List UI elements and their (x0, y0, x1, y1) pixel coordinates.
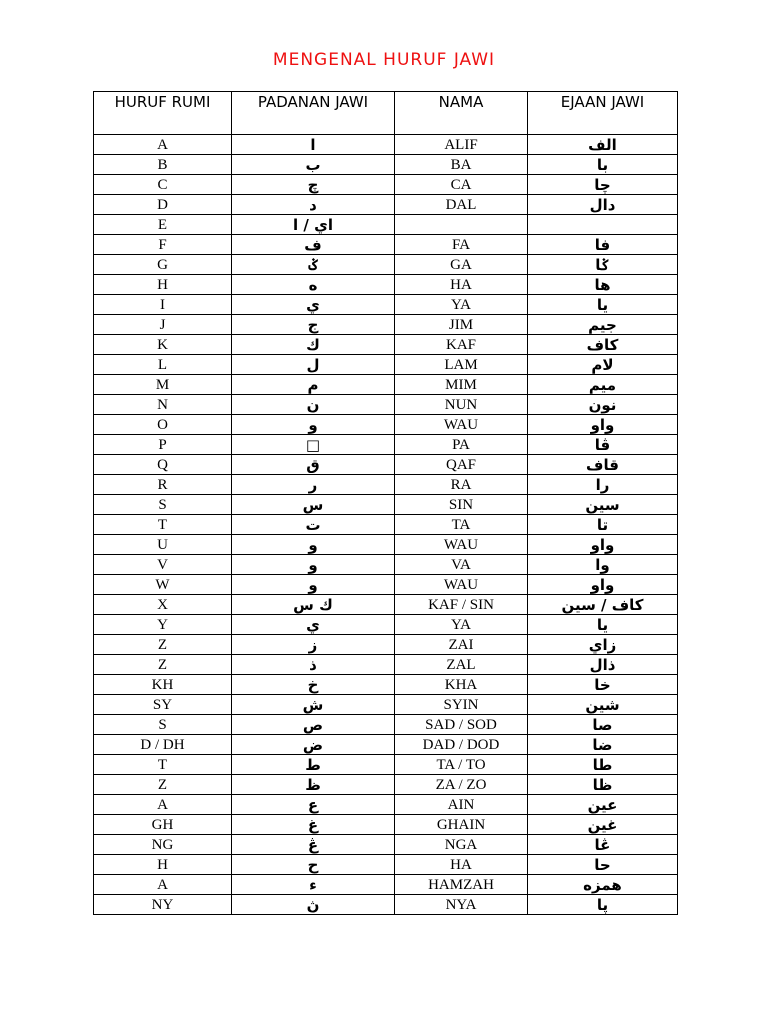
cell-huruf-rumi: Z (94, 655, 232, 675)
cell-ejaan-jawi: دال (528, 195, 678, 215)
table-row (94, 275, 678, 295)
cell-padanan-jawi: ي (232, 615, 395, 635)
cell-huruf-rumi: Y (94, 615, 232, 635)
cell-huruf-rumi: C (94, 175, 232, 195)
cell-ejaan-jawi: نون (528, 395, 678, 415)
cell-huruf-rumi: J (94, 315, 232, 335)
cell-ejaan-jawi: صا (528, 715, 678, 735)
cell-ejaan-jawi: ڽا (528, 895, 678, 915)
table-row (94, 535, 678, 555)
cell-huruf-rumi: R (94, 475, 232, 495)
cell-ejaan-jawi: يا (528, 295, 678, 315)
cell-ejaan-jawi: با (528, 155, 678, 175)
header-nama: NAMA (395, 92, 528, 135)
cell-padanan-jawi: ظ (232, 775, 395, 795)
cell-nama: ZA / ZO (395, 775, 528, 795)
cell-huruf-rumi: KH (94, 675, 232, 695)
cell-nama: WAU (395, 415, 528, 435)
cell-nama: NGA (395, 835, 528, 855)
cell-padanan-jawi: ك س (232, 595, 395, 615)
cell-nama: SYIN (395, 695, 528, 715)
cell-padanan-jawi: خ (232, 675, 395, 695)
table-row (94, 615, 678, 635)
cell-nama: KAF / SIN (395, 595, 528, 615)
cell-huruf-rumi: O (94, 415, 232, 435)
cell-padanan-jawi: ي (232, 295, 395, 315)
cell-huruf-rumi: U (94, 535, 232, 555)
page-title: MENGENAL HURUF JAWI (272, 50, 496, 70)
cell-nama: HA (395, 275, 528, 295)
cell-huruf-rumi: F (94, 235, 232, 255)
cell-nama: WAU (395, 575, 528, 595)
cell-huruf-rumi: GH (94, 815, 232, 835)
cell-padanan-jawi: و (232, 575, 395, 595)
cell-nama: JIM (395, 315, 528, 335)
cell-padanan-jawi: ن (232, 395, 395, 415)
table-row (94, 835, 678, 855)
cell-huruf-rumi: Z (94, 635, 232, 655)
cell-nama (395, 215, 528, 235)
cell-ejaan-jawi: ڤا (528, 435, 678, 455)
cell-padanan-jawi: چ (232, 175, 395, 195)
cell-ejaan-jawi: ڠا (528, 835, 678, 855)
cell-nama: DAL (395, 195, 528, 215)
cell-huruf-rumi: W (94, 575, 232, 595)
cell-huruf-rumi: S (94, 715, 232, 735)
cell-ejaan-jawi: غين (528, 815, 678, 835)
table-row (94, 375, 678, 395)
cell-padanan-jawi: ط (232, 755, 395, 775)
cell-huruf-rumi: E (94, 215, 232, 235)
cell-huruf-rumi: X (94, 595, 232, 615)
table-row (94, 255, 678, 275)
cell-huruf-rumi: NY (94, 895, 232, 915)
table-row (94, 735, 678, 755)
table-row (94, 295, 678, 315)
cell-padanan-jawi: و (232, 555, 395, 575)
cell-nama: NYA (395, 895, 528, 915)
header-huruf-rumi: HURUF RUMI (94, 92, 232, 135)
cell-padanan-jawi: غ (232, 815, 395, 835)
cell-nama: WAU (395, 535, 528, 555)
cell-nama: TA (395, 515, 528, 535)
table-row (94, 795, 678, 815)
cell-padanan-jawi: ب (232, 155, 395, 175)
cell-nama: LAM (395, 355, 528, 375)
table-row (94, 855, 678, 875)
cell-ejaan-jawi: شين (528, 695, 678, 715)
table-row (94, 455, 678, 475)
cell-padanan-jawi: ك (232, 335, 395, 355)
table-row (94, 495, 678, 515)
table-row (94, 435, 678, 455)
cell-nama: ZAI (395, 635, 528, 655)
cell-nama: KHA (395, 675, 528, 695)
cell-nama: CA (395, 175, 528, 195)
cell-huruf-rumi: T (94, 755, 232, 775)
cell-ejaan-jawi: الف (528, 135, 678, 155)
cell-nama: TA / TO (395, 755, 528, 775)
cell-nama: YA (395, 615, 528, 635)
cell-nama: PA (395, 435, 528, 455)
cell-huruf-rumi: D / DH (94, 735, 232, 755)
cell-ejaan-jawi: سين (528, 495, 678, 515)
table-row (94, 355, 678, 375)
cell-padanan-jawi: ج (232, 315, 395, 335)
table-row (94, 715, 678, 735)
table-row (94, 175, 678, 195)
cell-ejaan-jawi: تا (528, 515, 678, 535)
cell-huruf-rumi: Q (94, 455, 232, 475)
cell-huruf-rumi: Z (94, 775, 232, 795)
cell-ejaan-jawi: كاف / سين (528, 595, 678, 615)
jawi-alphabet-table (93, 91, 678, 915)
cell-huruf-rumi: K (94, 335, 232, 355)
table-row (94, 215, 678, 235)
cell-huruf-rumi: V (94, 555, 232, 575)
cell-nama: SAD / SOD (395, 715, 528, 735)
cell-nama: AIN (395, 795, 528, 815)
cell-ejaan-jawi: همزه (528, 875, 678, 895)
table-row (94, 155, 678, 175)
cell-huruf-rumi: L (94, 355, 232, 375)
cell-padanan-jawi: ء (232, 875, 395, 895)
cell-padanan-jawi: ق (232, 455, 395, 475)
table-row (94, 335, 678, 355)
cell-nama: MIM (395, 375, 528, 395)
table-row (94, 675, 678, 695)
cell-nama: KAF (395, 335, 528, 355)
cell-ejaan-jawi: واو (528, 535, 678, 555)
cell-huruf-rumi: SY (94, 695, 232, 715)
cell-ejaan-jawi (528, 215, 678, 235)
cell-padanan-jawi: ح (232, 855, 395, 875)
cell-huruf-rumi: B (94, 155, 232, 175)
table-row (94, 755, 678, 775)
cell-padanan-jawi: و (232, 415, 395, 435)
cell-padanan-jawi: ض (232, 735, 395, 755)
cell-ejaan-jawi: طا (528, 755, 678, 775)
cell-huruf-rumi: NG (94, 835, 232, 855)
table-row (94, 135, 678, 155)
cell-nama: VA (395, 555, 528, 575)
cell-huruf-rumi: A (94, 875, 232, 895)
cell-padanan-jawi: ر (232, 475, 395, 495)
cell-nama: ZAL (395, 655, 528, 675)
cell-padanan-jawi: د (232, 195, 395, 215)
table-row (94, 575, 678, 595)
cell-huruf-rumi: S (94, 495, 232, 515)
table-row (94, 515, 678, 535)
cell-nama: NUN (395, 395, 528, 415)
table-row (94, 235, 678, 255)
cell-padanan-jawi: ص (232, 715, 395, 735)
table-row (94, 815, 678, 835)
table-row (94, 895, 678, 915)
cell-nama: QAF (395, 455, 528, 475)
cell-nama: YA (395, 295, 528, 315)
cell-padanan-jawi: ا (232, 135, 395, 155)
cell-padanan-jawi: ه (232, 275, 395, 295)
cell-huruf-rumi: H (94, 855, 232, 875)
cell-ejaan-jawi: ضا (528, 735, 678, 755)
cell-padanan-jawi: ڽ (232, 895, 395, 915)
cell-ejaan-jawi: چا (528, 175, 678, 195)
cell-padanan-jawi: م (232, 375, 395, 395)
cell-ejaan-jawi: يا (528, 615, 678, 635)
cell-huruf-rumi: D (94, 195, 232, 215)
cell-ejaan-jawi: خا (528, 675, 678, 695)
cell-nama: GHAIN (395, 815, 528, 835)
cell-ejaan-jawi: واو (528, 415, 678, 435)
table-body (94, 135, 678, 915)
cell-padanan-jawi: س (232, 495, 395, 515)
cell-ejaan-jawi: ظا (528, 775, 678, 795)
cell-ejaan-jawi: جيم (528, 315, 678, 335)
table-row (94, 475, 678, 495)
cell-padanan-jawi: ل (232, 355, 395, 375)
cell-ejaan-jawi: كاف (528, 335, 678, 355)
table-row (94, 875, 678, 895)
cell-huruf-rumi: P (94, 435, 232, 455)
cell-padanan-jawi: ش (232, 695, 395, 715)
cell-huruf-rumi: T (94, 515, 232, 535)
table-row (94, 315, 678, 335)
cell-huruf-rumi: A (94, 135, 232, 155)
cell-huruf-rumi: N (94, 395, 232, 415)
cell-ejaan-jawi: ها (528, 275, 678, 295)
table-row (94, 595, 678, 615)
cell-nama: HAMZAH (395, 875, 528, 895)
cell-nama: SIN (395, 495, 528, 515)
cell-ejaan-jawi: ميم (528, 375, 678, 395)
cell-huruf-rumi: G (94, 255, 232, 275)
cell-nama: BA (395, 155, 528, 175)
cell-padanan-jawi: ݢ (232, 255, 395, 275)
cell-huruf-rumi: H (94, 275, 232, 295)
cell-nama: ALIF (395, 135, 528, 155)
cell-padanan-jawi: ڠ (232, 835, 395, 855)
header-padanan-jawi: PADANAN JAWI (232, 92, 395, 135)
cell-padanan-jawi: □ (232, 435, 395, 455)
cell-padanan-jawi: ز (232, 635, 395, 655)
cell-ejaan-jawi: وا (528, 555, 678, 575)
cell-huruf-rumi: I (94, 295, 232, 315)
cell-huruf-rumi: A (94, 795, 232, 815)
cell-ejaan-jawi: قاف (528, 455, 678, 475)
cell-padanan-jawi: ع (232, 795, 395, 815)
cell-ejaan-jawi: را (528, 475, 678, 495)
cell-ejaan-jawi: زاي (528, 635, 678, 655)
cell-nama: GA (395, 255, 528, 275)
table-header-row (94, 92, 678, 135)
table-row (94, 635, 678, 655)
cell-ejaan-jawi: عين (528, 795, 678, 815)
header-ejaan-jawi: EJAAN JAWI (528, 92, 678, 135)
table-row (94, 415, 678, 435)
cell-padanan-jawi: ف (232, 235, 395, 255)
cell-padanan-jawi: و (232, 535, 395, 555)
cell-padanan-jawi: ت (232, 515, 395, 535)
cell-nama: DAD / DOD (395, 735, 528, 755)
cell-ejaan-jawi: لام (528, 355, 678, 375)
cell-padanan-jawi: ذ (232, 655, 395, 675)
table-row (94, 695, 678, 715)
cell-huruf-rumi: M (94, 375, 232, 395)
cell-nama: FA (395, 235, 528, 255)
cell-padanan-jawi: اي / ا (232, 215, 395, 235)
cell-ejaan-jawi: حا (528, 855, 678, 875)
cell-ejaan-jawi: ذال (528, 655, 678, 675)
table-row (94, 655, 678, 675)
cell-ejaan-jawi: واو (528, 575, 678, 595)
table-row (94, 195, 678, 215)
table-row (94, 775, 678, 795)
cell-nama: RA (395, 475, 528, 495)
cell-nama: HA (395, 855, 528, 875)
cell-ejaan-jawi: فا (528, 235, 678, 255)
cell-ejaan-jawi: ݢا (528, 255, 678, 275)
table-row (94, 555, 678, 575)
table-row (94, 395, 678, 415)
